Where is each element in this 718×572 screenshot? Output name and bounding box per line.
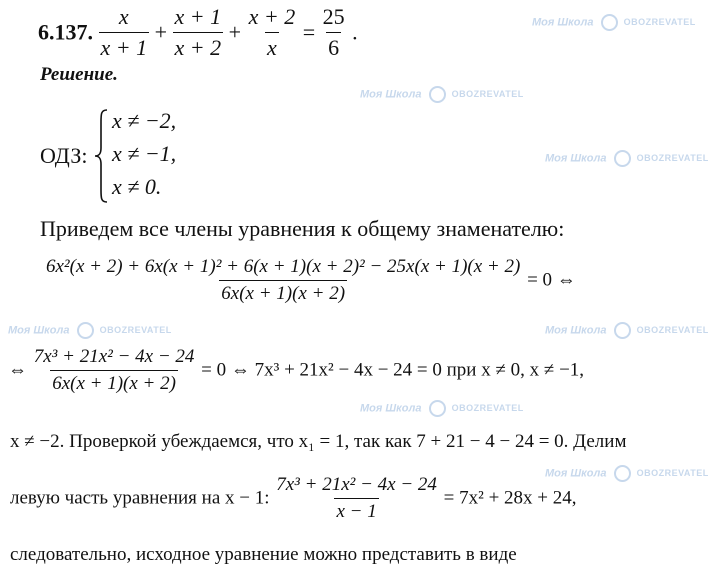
fraction-2-denominator: x + 2 — [173, 32, 224, 61]
divide-tail: = 7x² + 28x + 24, — [443, 487, 577, 509]
problem-number: 6.137. — [38, 19, 93, 45]
brace-icon — [93, 108, 109, 204]
watermark-logo-icon — [601, 14, 618, 31]
watermark-brand: OBOZREVATEL — [636, 153, 709, 164]
fraction-2 — [173, 4, 224, 61]
watermark-text: Моя Школа — [545, 152, 607, 165]
watermark-row-4 — [8, 322, 172, 339]
watermark-text: Моя Школа — [360, 88, 422, 101]
plus-sign: + — [228, 19, 242, 45]
watermark-logo-icon — [429, 86, 446, 103]
equivalence-arrow: ⇔ — [8, 359, 27, 381]
fraction-2-numerator: x + 1 — [174, 4, 222, 29]
plus-sign: + — [154, 19, 168, 45]
watermark-brand: OBOZREVATEL — [99, 325, 172, 336]
watermark-text: Моя Школа — [8, 324, 70, 337]
big-fraction-denominator: 6x(x + 1)(x + 2) — [219, 280, 347, 305]
big-equation — [44, 256, 576, 305]
check-line: x ≠ −2. Проверкой убеждаемся, что x₁ = 1, так как 7 + 21 − 4 − 24 = 0. Делим — [10, 431, 627, 452]
second-equation — [8, 346, 584, 395]
watermark-logo-icon — [614, 150, 631, 167]
equals-sign: = — [302, 19, 316, 45]
big-fraction-numerator: 6x²(x + 2) + 6x(x + 1)² + 6(x + 1)(x + 2)² − 25x(x + 1)(x + 2) — [46, 256, 521, 277]
divide-fraction-numerator: 7x³ + 21x² − 4x − 24 — [276, 474, 437, 495]
watermark-text: Моя Школа — [545, 324, 607, 337]
common-denominator-sentence: Приведем все члены уравнения к общему знаменателю: — [40, 216, 565, 241]
rhs-numerator: 25 — [322, 4, 345, 29]
watermark-brand: OBOZREVATEL — [623, 17, 696, 28]
fraction-1 — [99, 4, 150, 61]
watermark-text: Моя Школа — [360, 402, 422, 415]
watermark-text: Моя Школа — [532, 16, 594, 29]
odz-condition-3: x ≠ 0. — [112, 174, 162, 199]
second-fraction — [32, 346, 197, 395]
watermark-logo-icon — [77, 322, 94, 339]
odz-condition-1: x ≠ −2, — [112, 108, 177, 133]
fraction-3-denominator: x — [265, 32, 279, 61]
period: . — [352, 19, 358, 45]
fraction-1-denominator: x + 1 — [99, 32, 150, 61]
watermark-text: Моя Школа — [545, 467, 607, 480]
watermark-row-2 — [360, 86, 524, 103]
second-fraction-denominator: 6x(x + 1)(x + 2) — [50, 370, 178, 395]
odz-label: ОДЗ: — [40, 143, 88, 168]
watermark-logo-icon — [614, 465, 631, 482]
watermark-row-6 — [360, 400, 524, 417]
fraction-3 — [247, 4, 298, 61]
divide-line — [10, 474, 577, 523]
watermark-brand: OBOZREVATEL — [451, 89, 524, 100]
second-fraction-numerator: 7x³ + 21x² − 4x − 24 — [33, 346, 195, 367]
watermark-top-right — [532, 14, 696, 31]
second-equation-tail: = 0 ⇔ 7x³ + 21x² − 4x − 24 = 0 при x ≠ 0, x ≠ −1, — [201, 359, 585, 381]
watermark-brand: OBOZREVATEL — [451, 403, 524, 414]
fraction-1-numerator: x — [118, 4, 129, 29]
watermark-logo-icon — [614, 322, 631, 339]
watermark-row-5 — [545, 322, 709, 339]
watermark-brand: OBOZREVATEL — [636, 468, 709, 479]
watermark-brand: OBOZREVATEL — [636, 325, 709, 336]
last-line: следовательно, исходное уравнение можно представить в виде — [10, 544, 517, 565]
watermark-row-3 — [545, 150, 709, 167]
solution-label: Решение. — [40, 64, 118, 85]
big-fraction — [44, 256, 522, 305]
divide-text: левую часть уравнения на x − 1: — [10, 487, 270, 509]
odz-condition-2: x ≠ −1, — [112, 141, 177, 166]
rhs-fraction — [321, 4, 347, 61]
divide-fraction-denominator: x − 1 — [334, 498, 378, 523]
rhs-denominator: 6 — [326, 32, 341, 61]
fraction-3-numerator: x + 2 — [248, 4, 296, 29]
problem-line — [38, 4, 358, 61]
big-equation-tail: = 0 ⇔ — [527, 269, 576, 291]
watermark-logo-icon — [429, 400, 446, 417]
divide-fraction — [274, 474, 439, 523]
